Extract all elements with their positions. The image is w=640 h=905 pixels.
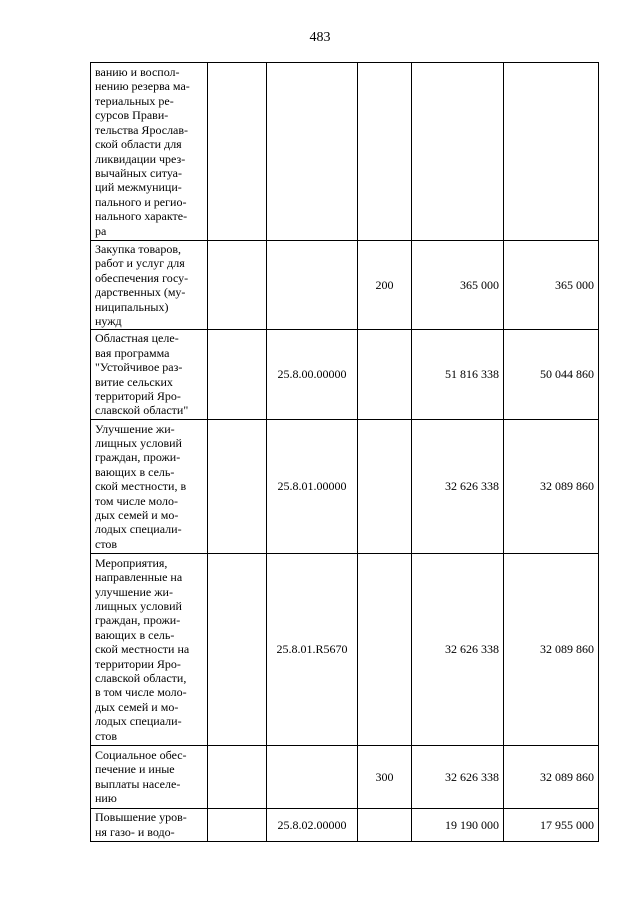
row-sum-year1-cell: 32 626 338	[412, 419, 504, 553]
row-code-cell: 25.8.02.00000	[267, 808, 358, 841]
table-row	[91, 808, 599, 841]
row-expense-type-cell: 200	[358, 241, 412, 330]
page-number: 483	[309, 30, 331, 45]
row-code-cell	[267, 745, 358, 808]
row-empty-cell	[208, 745, 267, 808]
row-sum-year1-cell: 19 190 000	[412, 808, 504, 841]
row-sum-year2-cell	[504, 63, 599, 241]
row-name-cell: Мероприятия, направленные на улучшение жи- лищных условий граждан, прожи- вающих в сель- ской местности на территории Яро- славской области, в том числе моло- дых семей и мо- лодых специали- стов	[91, 553, 208, 745]
row-empty-cell	[208, 553, 267, 745]
row-expense-type-cell	[358, 63, 412, 241]
table-row	[91, 419, 599, 553]
row-name-cell: ванию и воспол- нению резерва ма- териальных ре- сурсов Прави- тельства Ярослав- ской области для ликвидации чрез- вычайных ситуа- ций межмуници- пального и регио- нального характе- ра	[91, 63, 208, 241]
row-code-cell: 25.8.01.00000	[267, 419, 358, 553]
table-row	[91, 553, 599, 745]
row-name-cell: Социальное обес- печение и иные выплаты населе- нию	[91, 745, 208, 808]
row-sum-year2-cell: 17 955 000	[504, 808, 599, 841]
row-name-cell: Областная целе- вая программа "Устойчивое раз- витие сельских территорий Яро- славской области"	[91, 330, 208, 419]
row-sum-year1-cell: 32 626 338	[412, 553, 504, 745]
row-code-cell	[267, 63, 358, 241]
row-expense-type-cell	[358, 330, 412, 419]
row-sum-year2-cell: 32 089 860	[504, 745, 599, 808]
row-name-cell: Повышение уров- ня газо- и водо-	[91, 808, 208, 841]
row-sum-year1-cell: 365 000	[412, 241, 504, 330]
table-row	[91, 330, 599, 419]
row-expense-type-cell	[358, 553, 412, 745]
table-row	[91, 63, 599, 241]
row-expense-type-cell: 300	[358, 745, 412, 808]
row-sum-year2-cell: 365 000	[504, 241, 599, 330]
row-code-cell	[267, 241, 358, 330]
row-sum-year2-cell: 50 044 860	[504, 330, 599, 419]
row-sum-year1-cell: 32 626 338	[412, 745, 504, 808]
row-expense-type-cell	[358, 419, 412, 553]
row-empty-cell	[208, 808, 267, 841]
row-empty-cell	[208, 241, 267, 330]
budget-table	[90, 62, 599, 842]
row-code-cell: 25.8.00.00000	[267, 330, 358, 419]
row-name-cell: Закупка товаров, работ и услуг для обеспечения госу- дарственных (му- ниципальных) нужд	[91, 241, 208, 330]
row-sum-year2-cell: 32 089 860	[504, 419, 599, 553]
row-sum-year1-cell	[412, 63, 504, 241]
table-row	[91, 241, 599, 330]
table-row	[91, 745, 599, 808]
row-expense-type-cell	[358, 808, 412, 841]
row-empty-cell	[208, 63, 267, 241]
row-empty-cell	[208, 419, 267, 553]
row-name-cell: Улучшение жи- лищных условий граждан, прожи- вающих в сель- ской местности, в том числе моло- дых семей и мо- лодых специали- стов	[91, 419, 208, 553]
row-sum-year1-cell: 51 816 338	[412, 330, 504, 419]
row-sum-year2-cell: 32 089 860	[504, 553, 599, 745]
row-empty-cell	[208, 330, 267, 419]
row-code-cell: 25.8.01.R5670	[267, 553, 358, 745]
